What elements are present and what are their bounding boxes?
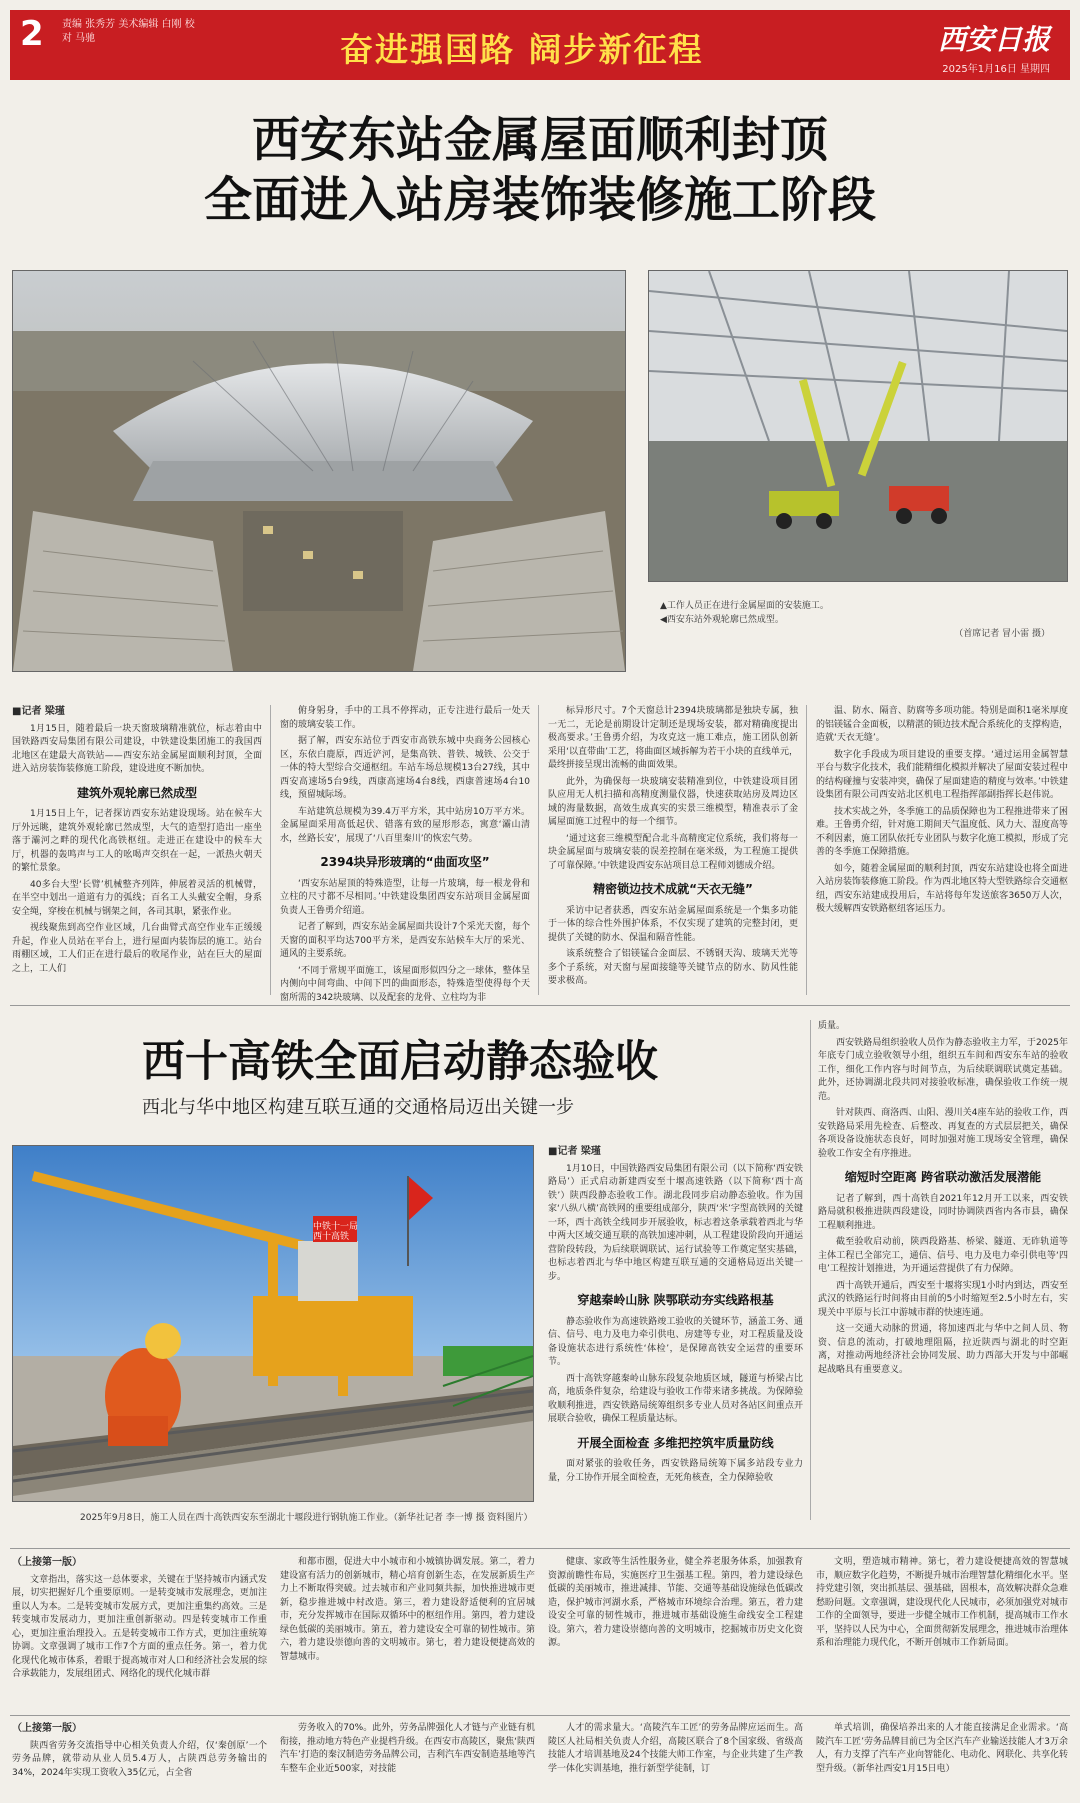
page-number: 2 xyxy=(20,14,44,54)
story1-title-line2: 全面进入站房装饰装修施工阶段 xyxy=(203,172,876,228)
station-aerial-photo xyxy=(12,270,626,672)
railway-worker-photo xyxy=(12,1145,534,1502)
labor-brand-column-4 xyxy=(816,1722,1068,1797)
story1-lead: 1月15日，随着最后一块天窗玻璃精准就位，标志着由中国铁路西安局集团有限公司建设，中铁建设集团施工的我国西北地区在建最大高铁站——西安东站金属屋面顺利封顶，全面进入站房装饰装修施工阶段，建设进度不断加快。 xyxy=(12,723,262,774)
paragraph: 劳务收入的70%。此外，劳务品牌强化人才链与产业链有机衔接，推动地方特色产业提档升级。在西安市高陵区，聚焦‘陕西汽车’打造的秦汉制造劳务品牌公司，吉利汽车西安制造基地等汽车整车企业近500家，对技能 xyxy=(280,1723,535,1774)
paragraph: 技术实战之外，冬季施工的品质保障也为工程推进带来了困难。王鲁勇介绍，针对施工期间天气温度低、风力大、湿度高等不利因素，施工团队依托专业团队与数字化施工模拟，形成了完善的冬季施工保障措施。 xyxy=(816,806,1069,857)
continued-tag: （上接第一版） xyxy=(12,1557,82,1568)
issue-date: 2025年1月16日 星期四 xyxy=(942,64,1050,75)
paragraph: 西安铁路局组织验收人员作为静态验收主力军，于2025年年底专门成立验收领导小组，组织五车间和西安东车站的验收工作，细化工作内容与时间节点，为后续联调联试奠定基础。此外，还协调湖北段共同对接验收标准，确保验收工作统一规范。 xyxy=(818,1037,1068,1102)
paragraph: 温、防水、隔音、防腐等多项功能。特别是面积1毫米厚度的铝镁锰合金面板，以精湛的锁边技术配合系统化的支撑构造，造就‘天衣无缝’。 xyxy=(816,706,1069,743)
paragraph: 健康、家政等生活性服务业，健全养老服务体系，加强教育资源前瞻性布局，实施医疗卫生强基工程。第四，着力建设绿色低碳的美丽城市，推进减排、节能、交通等基础设施绿色低碳改造，保护城市河湖水系，严格城市环境综合治理。第五，着力建设安全可靠的韧性城市，推进城市基础设施生命线安全工程建设。第六，着力建设崇德向善的文明城市，挖掘城市历史文化资源。 xyxy=(548,1557,803,1648)
paragraph: ‘西安东站屋顶的特殊造型，让每一片玻璃，每一根龙骨和立柱的尺寸都不尽相同。’中铁建设集团西安东站项目金属屋面负责人王鲁勇介绍道。 xyxy=(280,878,530,916)
paragraph: 记者了解到，西安东站金属屋面共设计7个采光天窗，每个天窗的面积平均达700平方米，是西安东站候车大厅的采光、通风的主要系统。 xyxy=(280,922,530,959)
column-divider xyxy=(270,705,271,995)
story1-column-4 xyxy=(816,705,1068,995)
paragraph: 和都市圈，促进大中小城市和小城镇协调发展。第二，着力建设富有活力的创新城市，精心培育创新生态，在发展新质生产力上不断取得突破。过去城市和产业同频共振，加快推进城市更新，稳步推进城中村改造。第三，着力建设舒适便利的宜居城市，充分发挥城市在国际双循环中的枢纽作用。第四，着力建设绿色低碳的美丽城市。第五，着力建设安全可靠的韧性城市。第六，着力建设崇德向善的文明城市。第七，着力建设便捷高效的智慧城市。 xyxy=(280,1557,535,1662)
column-divider xyxy=(810,1020,811,1520)
labor-brand-column-2 xyxy=(280,1722,535,1797)
continuation-column-3 xyxy=(548,1556,803,1706)
labor-brand-column-1 xyxy=(12,1722,267,1797)
section-divider xyxy=(10,1715,1070,1716)
paragraph: 1月15日上午，记者探访西安东站建设现场。站在候车大厅外远眺，建筑外观轮廓已然成型，大气的造型打造出一座坐落于灞河之畔的现代化高铁枢纽。走进正在建设中的候车大厅，机器的轰鸣声与工人的吆喝声交织在一起，一派热火朝天的繁忙景象。 xyxy=(12,809,262,873)
paragraph: 单式培训，确保培养出来的人才能直接满足企业需求。‘高陵汽车工匠’劳务品牌目前已为全区汽车产业输送技能人才3万余人，有力支撑了汽车产业向智能化、电动化、网联化、共享化转型升级。（新华社西安1月15日电） xyxy=(816,1723,1069,1774)
paragraph: 人才的需求量大。‘高陵汽车工匠’的劳务品牌应运而生。高陵区人社局相关负责人介绍，高陵区联合了8个国家级、省级高技能人才培训基地及24个技能大师工作室，与企业共建了生产教学一体化实训基地，推行新型学徒制，订 xyxy=(548,1723,803,1774)
story1-column-1 xyxy=(12,705,262,995)
story1-byline: ■记者 梁瑾 xyxy=(12,706,65,717)
paragraph: 文明，塑造城市精神。第七，着力建设便捷高效的智慧城市，顺应数字化趋势，不断提升城市治理智慧化精细化水平。坚持党建引领，突出抓基层、强基础，固根本，高效解决群众急难愁盼问题。文章强调，建设现代化人民城市，必须加强党对城市工作的全面领导，要进一步健全城市工作机制，提高城市工作水平，坚持以人民为中心，全面贯彻新发展理念，推进城市治理体系和治理能力现代化，不断开创城市工作新局面。 xyxy=(816,1557,1069,1648)
banner-text-1: 中铁十一局 xyxy=(313,1222,359,1232)
newspaper-logo: 西安日报 xyxy=(937,23,1050,56)
photo-caption-1: ▲工作人员正在进行金属屋面的安装施工。 xyxy=(660,601,829,611)
photo-caption-3: 2025年9月8日，施工人员在西十高铁西安东至湖北十堰段进行钢轨施工作业。（新华社记者 李一博 摄 资料图片） xyxy=(80,1513,533,1523)
paragraph: 视线聚焦到高空作业区域，几台曲臂式高空作业车正缓缓升起，作业人员站在平台上，进行屋面内装饰层的施工。站台雨棚区域，工人们正在进行最后的收尾作业，站在巨大的屋面之上，工人们 xyxy=(12,923,262,974)
column-divider xyxy=(538,705,539,995)
editors-credit: 责编 张秀芳 美术编辑 白刚 校对 马驰 xyxy=(62,19,195,44)
labor-brand-column-3 xyxy=(548,1722,803,1797)
paragraph: 俯身躬身，手中的工具不停挥动，正专注进行最后一处天窗的玻璃安装工作。 xyxy=(280,706,530,730)
continuation-column-4 xyxy=(816,1556,1068,1706)
column-divider xyxy=(806,705,807,995)
paragraph: 采访中记者获悉，西安东站金属屋面系统是一个集多功能于一体的综合性外围护体系，不仅实现了建筑的完整封闭，更提供了关键的防水、保温和隔音性能。 xyxy=(548,905,798,943)
story2-subhead-2: 开展全面检查 多维把控筑牢质量防线 xyxy=(577,1435,774,1450)
paragraph: ‘不同于常规平面施工，该屋面形似四分之一球体，整体呈内侧向中间弯曲、中间下凹的曲面形态，特殊造型使得每个天窗所需的342块玻璃、以及配套的龙骨、立柱均为非 xyxy=(280,965,530,1003)
story2-title: 西十高铁全面启动静态验收 xyxy=(142,1037,658,1087)
paragraph: 静态验收作为高速铁路竣工验收的关键环节，涵盖工务、通信、信号、电力及电力牵引供电、房建等专业，对工程质量及设备设施状态进行系统性‘体检’，是保障高铁安全运营的重要环节。 xyxy=(548,1316,803,1367)
story2-subhead-3: 缩短时空距离 跨省联动激活发展潜能 xyxy=(844,1170,1042,1184)
photo-caption-2: ◀西安东站外观轮廓已然成型。 xyxy=(660,615,784,625)
story2-subtitle: 西北与华中地区构建互联互通的交通格局迈出关键一步 xyxy=(142,1097,574,1118)
continuation-column-2 xyxy=(280,1556,535,1706)
story2-subhead-1: 穿越秦岭山脉 陕鄂联动夯实线路根基 xyxy=(577,1293,774,1307)
story2-column-1 xyxy=(548,1145,803,1520)
paragraph: 西十高铁穿越秦岭山脉东段复杂地质区域，隧道与桥梁占比高，地质条件复杂，给建设与验收工作带来诸多挑战。为保障验收顺利推进，西安铁路局统筹组织多专业人员对各站区间重点开展联合验收，确保工程质量达标。 xyxy=(548,1373,803,1424)
story1-subhead-2: 2394块异形玻璃的“曲面攻坚” xyxy=(320,855,490,869)
story1-subhead-1: 建筑外观轮廓已然成型 xyxy=(76,785,197,800)
paragraph: 西十高铁开通后，西安至十堰将实现1小时内到达，西安至武汉的铁路运行时间将由目前的5小时缩短至2.5小时左右，实现关中平原与长江中游城市群的快速连通。 xyxy=(818,1280,1068,1318)
story1-column-2 xyxy=(280,705,530,1003)
story1-title-line1: 西安东站金属屋面顺利封顶 xyxy=(251,112,828,168)
masthead xyxy=(10,10,1070,80)
paragraph: 记者了解到，西十高铁自2021年12月开工以来，西安铁路局就积极推进陕西段建设，同时协调陕西省内各市县，确保工程顺利推进。 xyxy=(818,1193,1068,1231)
paragraph: 文章指出，落实这一总体要求，关键在于坚持城市内涵式发展，切实把握好几个重要原则。一是转变城市发展理念，更加注重以人为本。二是转变城市发展方式，更加注重集约高效。三是转变城市发展动力，更加注重创新驱动。四是转变城市工作重心，更加注重治理投入。五是转变城市工作方式，更加注重统筹协调。文章强调了城市工作7个方面的重点任务。第一，着力优化现代化城市体系，着眼于提高城市对人口和经济社会发展的综合承载能力，发展组团式、网络化的现代化城市群 xyxy=(12,1574,267,1679)
paragraph: ‘通过这套三维模型配合北斗高精度定位系统，我们将每一块金属屋面与玻璃安装的误差控制在毫米级，为工程施工提供了可靠保障。’中铁建设西安东站项目总工程师刘德成介绍。 xyxy=(548,833,798,871)
story1-subhead-3: 精密锁边技术成就“天衣无缝” xyxy=(593,882,753,896)
paragraph: 40多台大型‘长臂’机械整齐列阵，伸展着灵活的机械臂，在半空中划出一道道有力的弧线；百名工人头戴安全帽，身系安全绳，穿梭在机械与钢架之间，各司其职，紧张作业。 xyxy=(12,879,262,917)
paragraph: 该系统整合了铝镁锰合金面层、不锈钢天沟、玻璃天光等多个子系统，对天窗与屋面接缝等关键节点的防水、防风性能要求极高。 xyxy=(548,949,798,986)
paragraph: 面对紧张的验收任务，西安铁路局统筹下属多站段专业力量，分工协作开展全面检查，无死角核查，全力保障验收 xyxy=(548,1459,803,1483)
story2-lead: 1月10日，中国铁路西安局集团有限公司（以下简称‘西安铁路局’）正式启动新建西安至十堰高速铁路（以下简称‘西十高铁’）陕西段静态验收工作。湖北段同步启动静态验收。作为国家‘八纵八横’高铁网的重要组成部分，陕西‘米’字型高铁网的关键一环，西十高铁全线同步开展验收，标志着这条承载着西北与华中两大区域交通互联的高铁加速冲刺，从工程建设阶段向开通运营阶段转段，为后续联调联试、运行试验等工作奠定坚实基础，也标志着西北与华中地区构建互联互通的交通格局迈出关键一步。 xyxy=(548,1163,803,1282)
paragraph: 陕西省劳务交流指导中心相关负责人介绍，仅‘秦创原’一个劳务品牌，就带动从业人员5.4万人，占陕西总劳务输出的34%，2024年实现工资收入35亿元，占全省 xyxy=(12,1740,267,1778)
paragraph: 如今，随着金属屋面的顺利封顶，西安东站建设也将全面进入站房装饰装修施工阶段。作为西北地区特大型铁路综合交通枢纽，西安东站建成投用后，车站将每年发送旅客3650万人次，极大缓解西安铁路枢纽客运压力。 xyxy=(816,863,1069,914)
story2-byline: ■记者 梁瑾 xyxy=(548,1146,601,1157)
photo-credit: （首席记者 冒小雷 摄） xyxy=(954,629,1050,639)
paragraph: 据了解，西安东站位于西安市高铁东城中央商务公园核心区，东依白鹿原，西近浐河，是集高铁、普铁、城铁、公交于一体的特大型综合交通枢纽。车站车场总规模13台27线，其中西安高速场5台9线，西康高速场4台8线，西康普速场4台10线，预留城际场。 xyxy=(280,736,530,800)
masthead-slogan: 奋进强国路 阔步新征程 xyxy=(340,30,704,69)
section-divider xyxy=(10,1548,1070,1549)
banner-text-2: 西十高铁 xyxy=(313,1232,350,1242)
paragraph: 截至验收启动前，陕西段路基、桥梁、隧道、无砟轨道等主体工程已全部完工，通信、信号、电力及电力牵引供电等‘四电’工程按计划推进，为开通运营提供了有力保障。 xyxy=(818,1237,1068,1274)
story2-column-2 xyxy=(818,1020,1068,1520)
paragraph: 标异形尺寸。7个天窗总计2394块玻璃都是独块专属，独一无二，无论是前期设计定制还是现场安装，都对精确度提出极高要求。’王鲁勇介绍，为攻克这一施工难点，施工团队创新采用‘以直带曲’工艺，将曲面区域拆解为若干小块的直线单元，最终拼接呈现出流畅的曲面效果。 xyxy=(548,706,798,770)
paragraph: 质量。 xyxy=(818,1021,846,1031)
story1-column-3 xyxy=(548,705,798,995)
paragraph: 车站建筑总规模为39.4万平方米，其中站房10万平方米。金属屋面采用高低起伏、错落有致的屋形形态，寓意‘灞山清水，丝路长安’，展现了‘八百里秦川’的恢宏气势。 xyxy=(280,806,530,844)
paragraph: 此外，为确保每一块玻璃安装精准到位，中铁建设项目团队应用无人机扫描和高精度测量仪器，快速获取站房及周边区域的海量数据，高效生成真实的实景三维模型，精准表示了金属屋面施工过程中的每一个细节。 xyxy=(548,776,798,827)
roof-interior-photo xyxy=(648,270,1068,582)
continued-tag: （上接第一版） xyxy=(12,1723,82,1734)
paragraph: 这一交通大动脉的贯通，将加速西北与华中之间人员、物资、信息的流动，打破地理阻隔，拉近陕西与湖北的时空距离，对推动两地经济社会协同发展、助力西部大开发与中部崛起战略具有重要意义。 xyxy=(818,1324,1068,1375)
paragraph: 数字化手段成为项目建设的重要支撑。‘通过运用金属智慧平台与数字化技术，我们能精细化模拟并解决了屋面安装过程中的结构碰撞与安装冲突，确保了屋面建造的精度与效率。’中铁建设集团有限公司西安站北区机电工程指挥部副指挥长赵伟说。 xyxy=(816,749,1069,800)
continuation-column-1 xyxy=(12,1556,267,1706)
section-divider xyxy=(10,1005,1070,1006)
paragraph: 针对陕西、商洛西、山阳、漫川关4座车站的验收工作，西安铁路局采用先检查、后整改、再复查的方式层层把关，确保各项设备设施状态良好，同时加强对施工现场安全管理，确保验收工作安全有序推进。 xyxy=(818,1108,1068,1159)
